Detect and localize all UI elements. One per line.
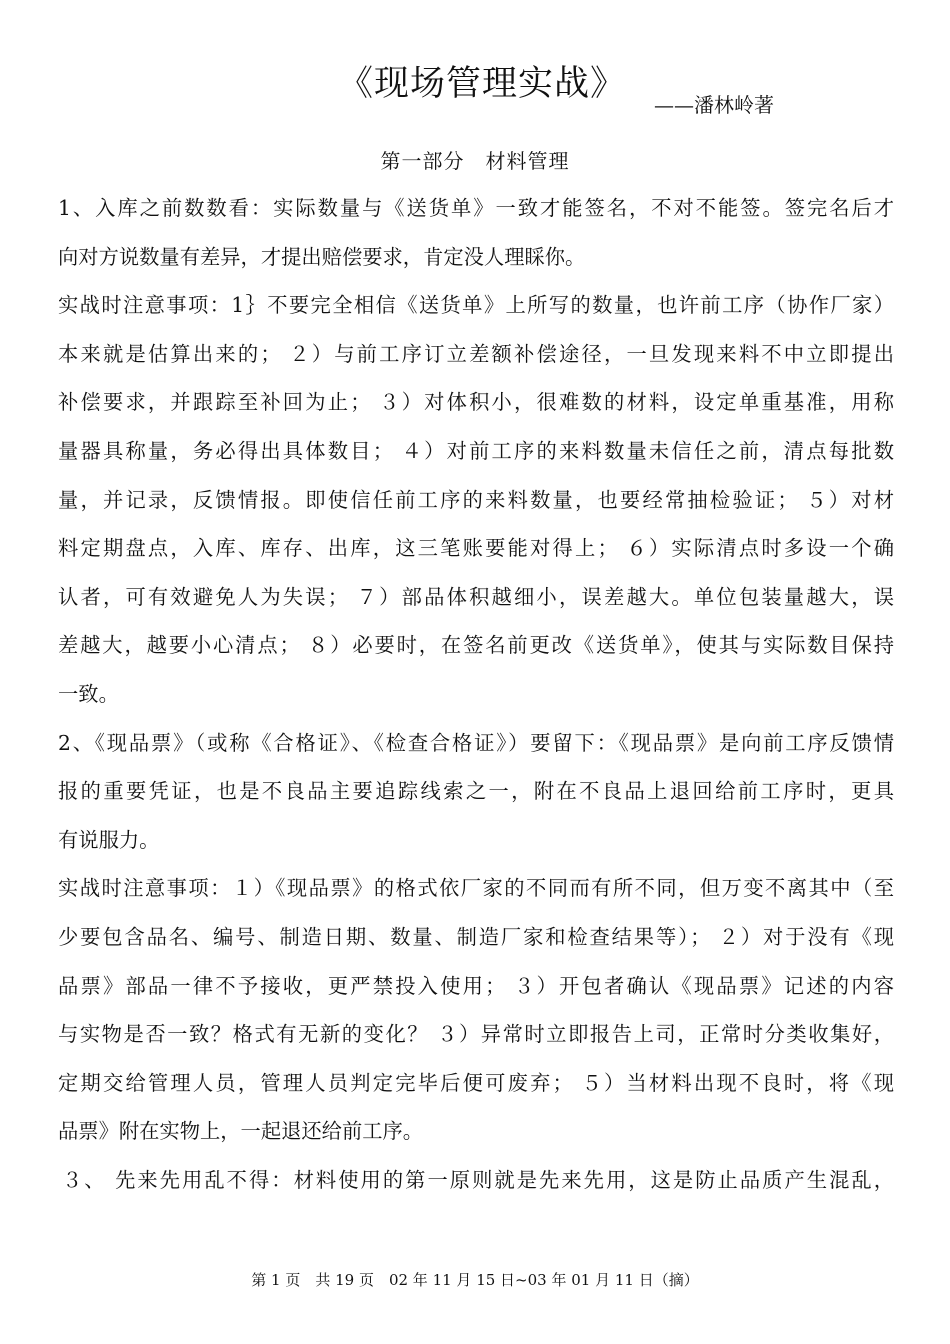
text-line: 1、入库之前数数看：实际数量与《送货单》一致才能签名，不对不能签。签完名后才	[58, 196, 894, 220]
text-line: 料定期盘点，入库、库存、出库，这三笔账要能对得上； ６）实际清点时多设一个确	[58, 536, 894, 561]
text-line: 差越大，越要小心清点； ８）必要时，在签名前更改《送货单》，使其与实际数目保持	[58, 633, 894, 658]
document-author: ——潘林岭著	[654, 93, 774, 117]
text-line: 实战时注意事项：1｝不要完全相信《送货单》上所写的数量，也许前工序（协作厂家）	[58, 293, 894, 318]
text-line: 认者，可有效避免人为失误； ７）部品体积越细小，误差越大。单位包装量越大，误	[58, 584, 894, 609]
text-line: 有说服力。	[58, 827, 160, 852]
text-line: 品票》附在实物上，一起退还给前工序。	[58, 1119, 424, 1144]
text-line: 实战时注意事项：１）《现品票》的格式依厂家的不同而有所不同，但万变不离其中（至	[58, 876, 894, 901]
text-line: 品票》部品一律不予接收，更严禁投入使用； ３）开包者确认《现品票》记述的内容	[58, 973, 894, 998]
text-line: 本来就是估算出来的； ２）与前工序订立差额补偿途径，一旦发现来料不中立即提出	[58, 341, 894, 366]
text-line: 定期交给管理人员，管理人员判定完毕后便可废弃； ５）当材料出现不良时，将《现	[58, 1070, 894, 1095]
text-line: 报的重要凭证，也是不良品主要追踪线索之一，附在不良品上退回给前工序时，更具	[58, 779, 894, 804]
document-body	[58, 184, 894, 1204]
text-line: 量器具称量，务必得出具体数目； ４）对前工序的来料数量未信任之前，清点每批数	[58, 438, 894, 463]
text-line: 2、《现品票》（或称《合格证》、《检查合格证》）要留下：《现品票》是向前工序反馈情	[58, 730, 894, 755]
document-title: 《现场管理实战》	[338, 64, 627, 104]
text-line: 量，并记录，反馈情报。即使信任前工序的来料数量，也要经常抽检验证； ５）对材	[58, 487, 894, 512]
section-title: 第一部分 材料管理	[380, 149, 570, 173]
text-line: 向对方说数量有差异，才提出赔偿要求，肯定没人理睬你。	[58, 244, 586, 269]
text-line: 少要包含品名、编号、制造日期、数量、制造厂家和检查结果等）； ２）对于没有《现	[58, 924, 894, 949]
text-line: 与实物是否一致？格式有无新的变化？ ３）异常时立即报告上司，正常时分类收集好，	[58, 1022, 894, 1047]
text-line: 补偿要求，并跟踪至补回为止； ３）对体积小，很难数的材料，设定单重基准，用称	[58, 390, 894, 415]
text-line: ３、 先来先用乱不得：材料使用的第一原则就是先来先用，这是防止品质产生混乱，	[62, 1167, 894, 1192]
text-line: 一致。	[58, 681, 119, 706]
page-footer: 第 1 页 共 19 页 02 年 11 月 15 日~03 年 01 月 11 日（摘）	[251, 1271, 699, 1289]
